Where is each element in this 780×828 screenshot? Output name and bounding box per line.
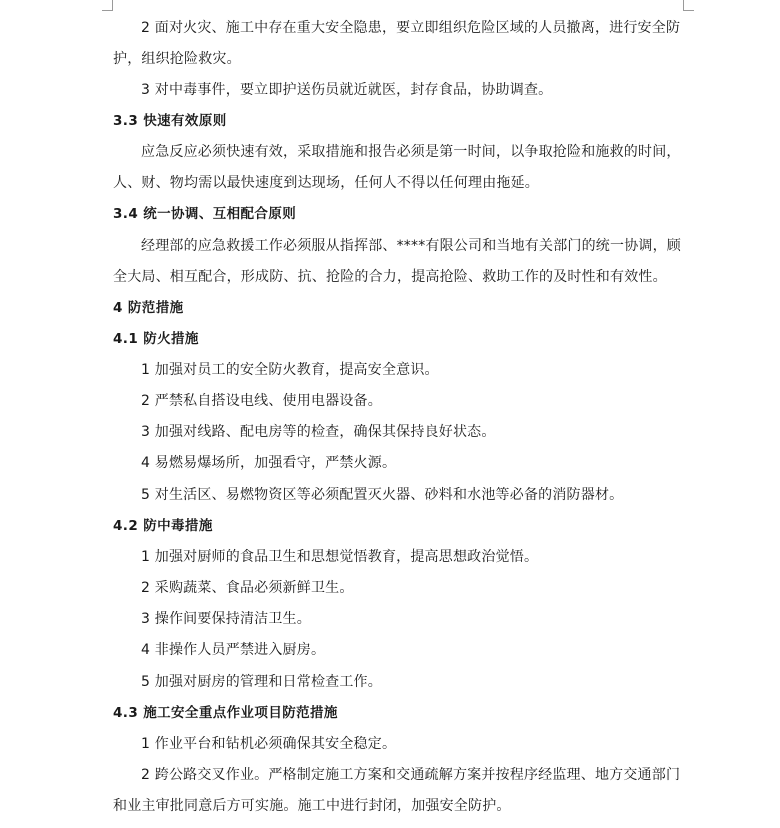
list-item: 4 非操作人员严禁进入厨房。 <box>141 642 326 658</box>
list-item: 5 对生活区、易燃物资区等必须配置灭火器、砂料和水池等必备的消防器材。 <box>141 487 624 503</box>
body-line: 全大局、相互配合，形成防、抗、抢险的合力，提高抢险、救助工作的及时性和有效性。 <box>113 269 667 285</box>
section-heading: 3.4 统一协调、互相配合原则 <box>113 206 297 222</box>
list-item: 3 加强对线路、配电房等的检查，确保其保持良好状态。 <box>141 424 496 440</box>
list-item: 2 采购蔬菜、食品必须新鲜卫生。 <box>141 580 354 596</box>
list-item: 2 严禁私自搭设电线、使用电器设备。 <box>141 393 382 409</box>
body-line: 应急反应必须快速有效，采取措施和报告必须是第一时间，以争取抢险和施救的时间， <box>141 144 681 160</box>
body-line: 护，组织抢险救灾。 <box>113 51 241 67</box>
page-corner-mark-right <box>683 0 694 11</box>
list-item: 1 加强对员工的安全防火教育，提高安全意识。 <box>141 362 439 378</box>
section-heading: 4.1 防火措施 <box>113 331 199 347</box>
body-line: 经理部的应急救援工作必须服从指挥部、****有限公司和当地有关部门的统一协调，顾 <box>141 238 681 254</box>
section-heading: 4.2 防中毒措施 <box>113 518 213 534</box>
section-heading: 3.3 快速有效原则 <box>113 113 227 129</box>
body-line: 和业主审批同意后方可实施。施工中进行封闭，加强安全防护。 <box>113 798 511 814</box>
section-heading: 4 防范措施 <box>113 300 184 316</box>
body-line: 2 面对火灾、施工中存在重大安全隐患，要立即组织危险区域的人员撤离，进行安全防 <box>141 20 681 36</box>
list-item: 1 作业平台和钻机必须确保其安全稳定。 <box>141 736 397 752</box>
list-item: 4 易燃易爆场所，加强看守，严禁火源。 <box>141 455 397 471</box>
list-item: 3 操作间要保持清洁卫生。 <box>141 611 311 627</box>
list-item: 2 跨公路交叉作业。严格制定施工方案和交通疏解方案并按程序经监理、地方交通部门 <box>141 767 681 783</box>
section-heading: 4.3 施工安全重点作业项目防范措施 <box>113 705 338 721</box>
list-item: 5 加强对厨房的管理和日常检查工作。 <box>141 674 382 690</box>
body-line: 人、财、物均需以最快速度到达现场，任何人不得以任何理由拖延。 <box>113 175 539 191</box>
page-corner-mark-left <box>102 0 113 11</box>
list-item: 1 加强对厨师的食品卫生和思想觉悟教育，提高思想政治觉悟。 <box>141 549 539 565</box>
body-line: 3 对中毒事件，要立即护送伤员就近就医，封存食品，协助调查。 <box>141 82 553 98</box>
